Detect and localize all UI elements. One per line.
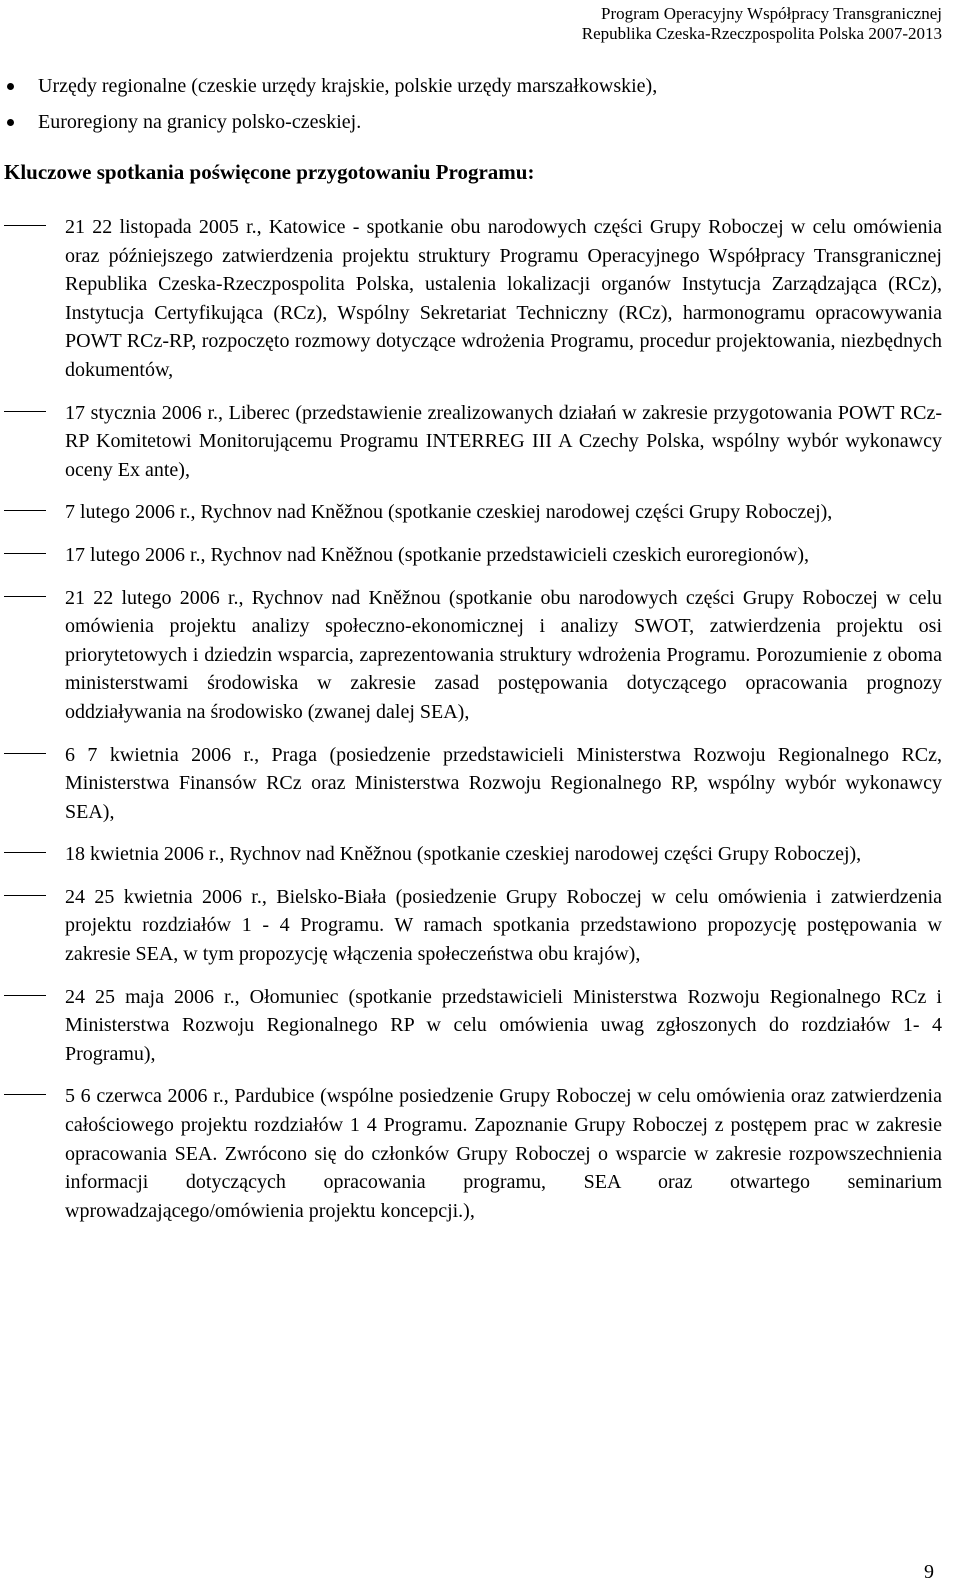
dash-bullet-icon (4, 411, 46, 412)
meetings-list (0, 213, 960, 1239)
dash-bullet-icon (4, 596, 46, 597)
dash-bullet-icon (4, 852, 46, 853)
running-header (582, 4, 942, 44)
meeting-text: 5 6 czerwca 2006 r., Pardubice (wspólne posiedzenie Grupy Roboczej w celu omówienia oraz zatwierdzenia całościowego projektu rozdziałów 1 4 Programu. Zapoznanie Grupy Roboczej z postępem prac w zakresie opracowania SEA. Zwrócono się do członków Grupy Roboczej o wsparcie w zakresie rozpowszechnienia informacji dotyczących opracowania programu, SEA oraz otwartego seminarium wprowadzającego/omówienia projektu koncepcji.), (65, 1085, 942, 1222)
bullet-item (0, 108, 960, 144)
bullet-icon (7, 119, 14, 126)
dash-bullet-icon (4, 895, 46, 896)
meeting-item (0, 1082, 960, 1225)
meeting-item (0, 883, 960, 969)
section-heading: Kluczowe spotkania poświęcone przygotowaniu Programu: (4, 160, 535, 184)
dash-bullet-icon (4, 753, 46, 754)
institution-bullet-list (0, 72, 960, 144)
meeting-item (0, 741, 960, 827)
meeting-text: 24 25 maja 2006 r., Ołomuniec (spotkanie przedstawicieli Ministerstwa Rozwoju Regionalnego RCz i Ministerstwa Rozwoju Regionalnego RP w celu omówienia uwag zgłoszonych do rozdziałów 1- 4 Programu), (65, 985, 942, 1065)
dash-bullet-icon (4, 995, 46, 996)
dash-bullet-icon (4, 553, 46, 554)
meeting-text: 6 7 kwietnia 2006 r., Praga (posiedzenie przedstawicieli Ministerstwa Rozwoju Regionalnego RCz, Ministerstwa Finansów RCz oraz Ministerstwa Rozwoju Regionalnego RP, wspólny wybór wykonawcy SEA), (65, 743, 942, 823)
bullet-text: Urzędy regionalne (czeskie urzędy krajskie, polskie urzędy marszałkowskie), (38, 75, 658, 97)
header-program-subtitle: Republika Czeska-Rzeczpospolita Polska 2007-2013 (581, 24, 942, 43)
meeting-text: 21 22 listopada 2005 r., Katowice - spotkanie obu narodowych części Grupy Roboczej w celu omówienia oraz późniejszego zatwierdzenia projektu struktury Programu Operacyjnego Współpracy Transgranicznej Republika Czeska-Rzeczpospolita Polska, ustalenia lokalizacji organów Instytucja Zarządzająca (RCz), Instytucja Certyfikująca (RCz), Wspólny Sekretariat Techniczny (RCz), harmonogramu opracowywania POWT RCz-RP, rozpoczęto rozmowy dotyczące wdrożenia Programu, procedur projektowania, niezbędnych dokumentów, (65, 216, 942, 381)
meeting-item (0, 584, 960, 727)
meeting-item (0, 399, 960, 485)
meeting-item (0, 213, 960, 385)
meeting-text: 24 25 kwietnia 2006 r., Bielsko-Biała (posiedzenie Grupy Roboczej w celu omówienia i zatwierdzenia projektu rozdziałów 1 - 4 Programu. W ramach spotkania przedstawiono propozycję postępowania w zakresie SEA, w tym propozycję włączenia społeczeństwa obu krajów), (65, 885, 942, 966)
page-number: 9 (924, 1561, 934, 1583)
meeting-item (0, 541, 960, 570)
bullet-item (0, 72, 960, 108)
meeting-text: 7 lutego 2006 r., Rychnov nad Kněžnou (spotkanie czeskiej narodowej części Grupy Roboczej), (65, 501, 833, 524)
meeting-item (0, 983, 960, 1069)
header-program-title: Program Operacyjny Współpracy Transgranicznej (600, 4, 942, 23)
meeting-text: 17 stycznia 2006 r., Liberec (przedstawienie zrealizowanych działań w zakresie przygotowania POWT RCz-RP Komitetowi Monitorującemu Programu INTERREG III A Czechy Polska, wspólny wybór wykonawcy oceny Ex ante), (65, 401, 942, 481)
bullet-icon (7, 83, 14, 90)
dash-bullet-icon (4, 1094, 46, 1095)
dash-bullet-icon (4, 510, 46, 511)
meeting-text: 18 kwietnia 2006 r., Rychnov nad Kněžnou (spotkanie czeskiej narodowej części Grupy Roboczej), (65, 843, 862, 866)
meeting-item (0, 840, 960, 869)
bullet-text: Euroregiony na granicy polsko-czeskiej. (38, 111, 362, 133)
meeting-text: 17 lutego 2006 r., Rychnov nad Kněžnou (spotkanie przedstawicieli czeskich euroregionów), (65, 543, 809, 566)
dash-bullet-icon (4, 225, 46, 226)
meeting-text: 21 22 lutego 2006 r., Rychnov nad Kněžnou (spotkanie obu narodowych części Grupy Roboczej w celu omówienia projektu analizy społeczno-ekonomicznej i analizy SWOT, zatwierdzenia projektu osi priorytetowych i dziedzin wsparcia, zaprezentowania struktury wdrożenia Programu. Porozumienie z oboma ministerstwami środowiska w zakresie zasad postępowania dotyczącego opracowania prognozy oddziaływania na środowisko (zwanej dalej SEA), (65, 586, 942, 723)
meeting-item (0, 498, 960, 527)
